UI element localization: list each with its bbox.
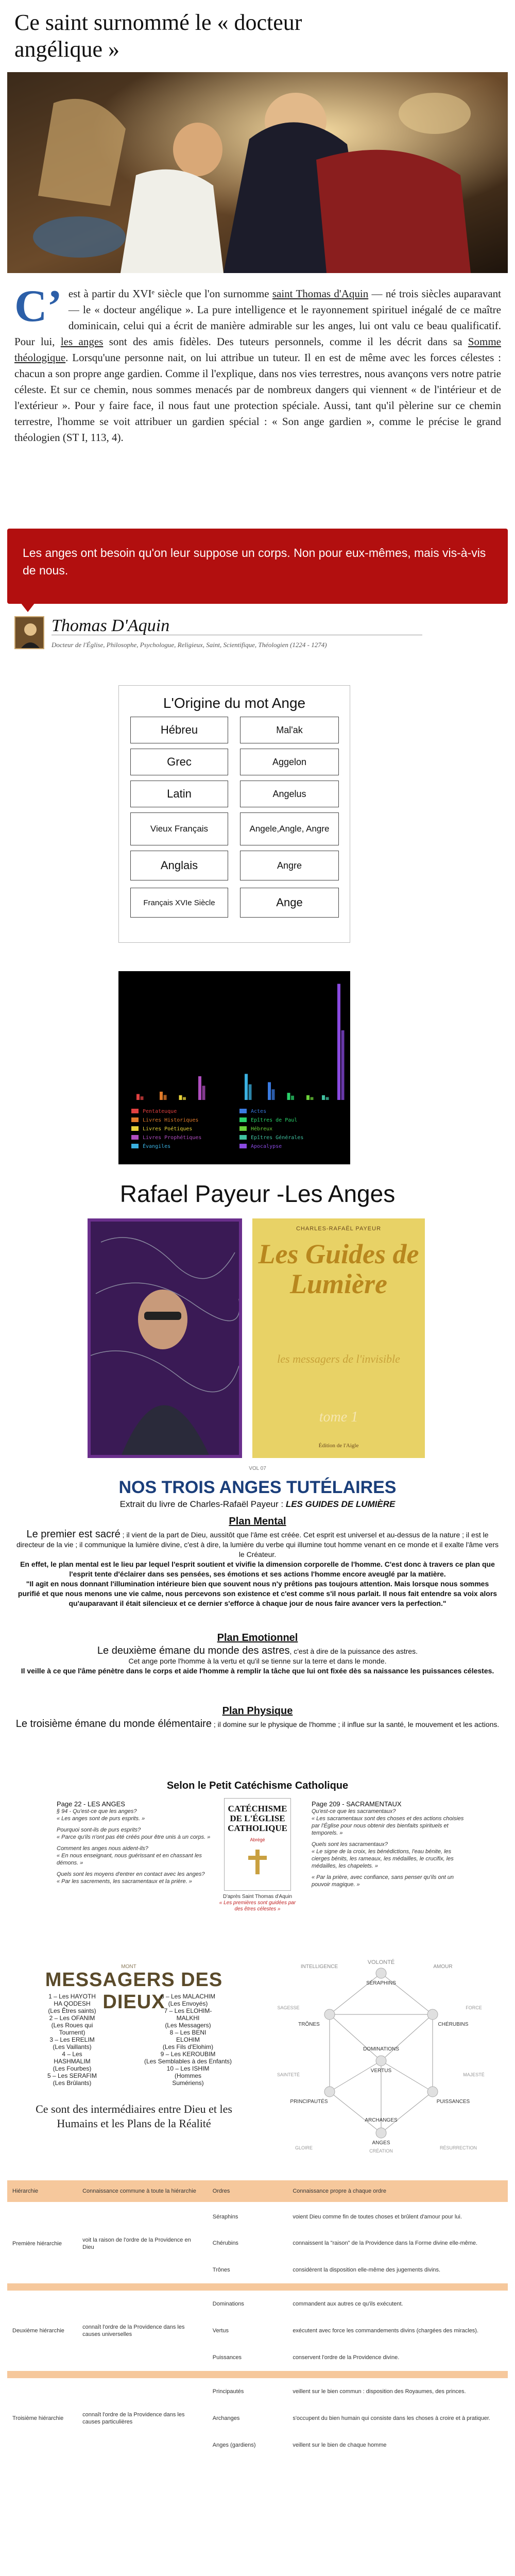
catechism-line: « En nous enseignant, nous guérissant et en chassant les démons. » [57,1853,202,1866]
diagram-n8: ARCHANGES [365,2117,398,2123]
author-avatar[interactable] [14,616,44,649]
chart-bar [202,1086,205,1100]
catechism-line [57,1822,211,1826]
hierarchy-separator [7,2283,508,2291]
three-angels-extract [0,1499,515,1510]
article-title: Ce saint surnommé le « docteur angélique » [14,10,302,62]
messager-item: MALKHI [176,2014,200,2022]
hierarchy-row [7,2203,508,2230]
cross-icon [242,1846,273,1877]
messager-item: 1 – Les HAYOTH [48,1993,96,2000]
etymology-word: Angre [240,851,339,880]
chart-legend-label: Epîtres Générales [251,1135,304,1141]
header-painting [7,72,508,273]
diagram-bottom-1: GLOIRE [295,2145,313,2150]
chart-legend-swatch [131,1126,139,1131]
chart-bar [272,1089,275,1100]
hierarchy-own: commandent aux autres ce qu'ils exécutent. [293,2301,403,2307]
chart-bar [198,1076,201,1100]
etymology-language: Anglais [130,851,228,880]
hierarchy-name: Première hiérarchie [12,2241,62,2247]
diagram-n5: VERTUS [370,2068,392,2074]
link-les-anges[interactable]: les anges [60,335,104,348]
messager-item: (Les Envoyés) [168,2000,208,2007]
plan-mental [15,1516,500,1608]
catechism-line: Qu'est-ce que les sacramentaux? [312,1808,396,1815]
bible-chart-svg [118,971,350,1164]
catechism-book-sub: Abrégé [250,1837,265,1842]
chart-bar [291,1096,294,1100]
messager-item: (Les Fourbes) [53,2065,92,2072]
diagram-n9: ANGES [372,2140,390,2146]
hierarchy-order: Anges (gardiens) [212,2442,256,2448]
plan-emotionnel-lead: Le deuxième émane du monde des astres [97,1645,290,1656]
intro-paragraph [14,281,501,446]
diagram-n7: PRINCIPAUTÉS [290,2099,328,2105]
chart-bar [311,1097,314,1100]
intro-text-3: sont des amis fidèles. Des tuteurs personnels, comme il les décrit dans sa [103,335,468,348]
catechism-caption-red: « Les premières sont guidées par des êtres célestes » [219,1900,296,1912]
plan-physique-heading: Plan Physique [222,1705,293,1717]
etymology-title: L'Origine du mot Ange [163,695,306,711]
etymology-word: Ange [240,888,339,918]
quote-tail [21,603,35,612]
messager-item: 10 – Les ISHIM [166,2065,210,2072]
diagram-mid-2: FORCE [466,2005,482,2010]
messager-item: (Les Vaillants) [53,2043,92,2050]
intro-text-4: . Lorsqu'une personne nait, on lui attribue un tuteur. Il en est de même avec les forces célestes : chacun a son propre ange gardien. Comme il l'explique, dans nos vies terrestres, nous avançons vers notre patrie céleste. Et sur ce chemin, nous sommes menacés par de nombreux dangers qui viennent « de l'intérieur et de l'extérieur ». Pour y faire face, il nous faut une protection spéciale. Aussi, tant qu'il pèlerine sur ce chemin terrestre, l'homme se voit attribuer un gardien spécial : « Son ange gardien », comme le précise le grand théologien (ST I, 113, 4). [14,351,501,444]
hierarchy-row [7,2291,508,2317]
messagers-left-list [21,1993,124,2087]
hierarchy-common: connaît l'ordre de la Providence dans les causes particulières [82,2412,185,2425]
plan-physique-text: ; il domine sur le physique de l'homme ; il influe sur la santé, le mouvement et les actions. [211,1720,500,1728]
messager-item: ELOHIM [176,2036,200,2043]
chart-legend-swatch [239,1109,247,1113]
cover-publisher: Édition de l'Aigle [318,1443,359,1449]
hierarchy-common: connaît l'ordre de la Providence dans les causes universelles [82,2324,185,2337]
author-photo [88,1218,242,1458]
messager-item: Sumériens) [172,2079,204,2087]
diagram-n4: DOMINATIONS [363,2046,399,2052]
hierarchy-order: Principautés [212,2388,244,2395]
catechism-line [57,1867,211,1871]
angel-diagram [258,1958,505,2154]
chart-bar [341,1030,345,1100]
chart-bar [245,1074,248,1100]
plan-emotionnel [15,1632,500,1676]
catechism-line: § 94 - Qu'est-ce que les anges? [57,1808,137,1815]
messagers-intro: Ce sont des intermédiaires entre Dieu et les Humains et les Plans de la Réalité [36,2103,232,2130]
plan-mental-bold-2: "Il agit en nous donnant l'illumination intérieure bien que souvent nous n'y prêtions pas toujours attention. Mais lorsque nous sommes purifié et que nous menons une vie calme, nous percevons son existence et c'est comme s'il nous parlait. Il nous fait entendre sa voix alors qu'auparavant il était silencieux et ce dernier s'efforce à chaque jour de nous faire avancer vers la perfection." [18,1580,497,1607]
etymology-language: Hébreu [130,717,228,743]
chart-bar [136,1094,140,1100]
chart-legend-label: Livres Poétiques [143,1126,193,1132]
hierarchy-order: Puissances [212,2354,242,2361]
catechism-line: « Par les sacrements, les sacramentaux et la prière. » [57,1878,192,1885]
messager-item: 8 – Les BENI [169,2029,207,2036]
link-thomas-aquin[interactable]: saint Thomas d'Aquin [272,287,369,300]
hierarchy-own: s'occupent du bien humain qui consiste dans les choses à croire et à pratiquer. [293,2415,490,2421]
messager-item: 6 – Les MALACHIM [160,1993,216,2000]
etymology-language: Grec [130,749,228,775]
chart-bar [326,1097,329,1100]
hierarchy-own: veillent sur le bien de chaque homme [293,2442,387,2448]
catechism-title: Selon le Petit Catéchisme Catholique [166,1780,349,1791]
plan-physique-lead: Le troisième émane du monde élémentaire [15,1718,212,1730]
hierarchy-order: Vertus [212,2328,229,2334]
catechism-book [224,1798,291,1891]
catechism-line: « Les anges sont de purs esprits. » [57,1816,145,1822]
three-angels-title: NOS TROIS ANGES TUTÉLAIRES [118,1478,397,1497]
hierarchy-header: Connaissance propre à chaque ordre [287,2180,508,2203]
hierarchy-name: Troisième hiérarchie [12,2415,64,2421]
chart-bar [306,1095,310,1100]
messagers-title: MESSAGERS DES DIEUX [45,1969,223,2013]
chart-bar [287,1093,290,1100]
messager-item: 3 – Les ERELIM [49,2036,95,2043]
drop-cap: C’ [14,281,62,331]
quote-banner [7,529,508,604]
chart-bar [337,984,340,1100]
messagers-small: MONT [121,1964,136,1970]
diagram-mid-4: MAJESTÉ [463,2072,485,2077]
hierarchy-header: Connaissance commune à toute la hiérarchie [77,2180,208,2203]
messager-item: (Les Messagers) [165,2022,211,2029]
catechism-line [312,1837,466,1841]
chart-legend-swatch [239,1135,247,1140]
diagram-row1-b: AMOUR [433,1964,453,1970]
author-portrait-icon [15,617,44,649]
chart-bar [141,1096,144,1100]
hierarchy-own: veillent sur le bien commun : disposition des Royaumes, des princes. [293,2388,466,2395]
chart-legend-label: Livres Historiques [143,1117,199,1123]
hierarchy-order: Séraphins [212,2214,238,2220]
hierarchy-own: connaissent la "raison" de la Providence dans la Forme divine elle-même. [293,2240,478,2246]
diagram-mid-1: SAGESSE [277,2005,300,2010]
hierarchy-separator [7,2371,508,2378]
hierarchy-table [7,2180,508,2459]
catechism-line [57,1841,211,1845]
chart-legend-swatch [239,1117,247,1122]
extract-book: LES GUIDES DE LUMIÈRE [285,1499,396,1509]
hierarchy-own: considèrent la disposition elle-même des jugements divins. [293,2267,441,2273]
etymology-language: Vieux Français [130,812,228,845]
plan-emotionnel-text-2: Cet ange porte l'homme à la vertu et qu'il se tienne sur la terre et dans le monde. [128,1657,387,1665]
plan-physique [15,1705,500,1730]
hierarchy-name: Deuxième hiérarchie [12,2328,64,2334]
book-cover [252,1218,425,1458]
catechism-line: Quels sont les sacramentaux? [312,1841,388,1848]
chart-legend-label: Pentateuque [143,1109,177,1114]
chart-bar [179,1095,182,1100]
messager-item: 7 – Les ELOHIM- [164,2007,212,2014]
chart-legend-label: Apocalypse [251,1144,282,1149]
quote-text: Les anges ont besoin qu'on leur suppose un corps. Non pour eux-mêmes, mais vis-à-vis de nous. [23,546,486,577]
author-description: Docteur de l'Église, Philosophe, Psychologue, Religieux, Saint, Scientifique, Théologien (1224 - 1274) [52,641,327,649]
catechism-right-lines [312,1808,466,1888]
catechism-right-header: Page 209 - SACRAMENTAUX [312,1800,402,1808]
covers-caption: VOL 07 [249,1466,266,1471]
catechism-left [57,1801,211,1885]
diagram-top: VOLONTÉ [367,1959,395,1965]
messager-item: 5 – Les SERAFIM [47,2072,97,2079]
diagram-n3: TRÔNES [298,2022,320,2027]
diagram-n2: CHÉRUBINS [438,2022,469,2027]
chart-bar [160,1092,163,1100]
etymology-table [118,685,350,943]
author-photo-image [91,1222,239,1455]
plan-mental-heading: Plan Mental [229,1516,286,1527]
diagram-bottom-3: RÉSURRECTION [439,2145,477,2150]
messager-item: 9 – Les KEROUBIM [160,2050,216,2058]
catechism-line: « Les sacramentaux sont des choses et des actions choisies par l'Église pour nous obtenir des bienfaits spirituels et temporels. » [312,1816,464,1836]
plan-emotionnel-bold: Il veille à ce que l'âme pénètre dans le corps et aide l'homme à remplir la tâche que lui ont fixée dès sa naissance les puissances célestes. [21,1667,494,1675]
plan-emotionnel-heading: Plan Emotionnel [217,1632,298,1643]
messager-item: Tournent) [59,2029,85,2036]
etymology-word: Angele,Angle, Angre [240,812,339,845]
chart-legend-swatch [239,1126,247,1131]
catechism-line: « Le signe de la croix, les bénédictions, l'eau bénite, les cierges bénits, les rameaux, les médailles, le crucifix, les médailles, les chapelets. » [312,1849,454,1869]
author-name[interactable]: Thomas D'Aquin [52,616,170,635]
messager-item: (Les Fils d'Elohim) [162,2043,214,2050]
messager-item: (Hommes [174,2072,201,2079]
chart-bar [249,1084,252,1100]
hierarchy-common: voit la raison de l'ordre de la Providence en Dieu [82,2237,191,2250]
cover-title: Les Guides de Lumière [258,1239,419,1299]
plan-mental-bold-1: En effet, le plan mental est le lieu par lequel l'esprit soutient et vivifie la dimension corporelle de l'homme. C'est donc à travers ce plan que l'esprit tente d'éclairer dans ses pensées, ses émotions et ses actions l'homme encore aveuglé par la matière. [20,1560,495,1578]
chart-legend-label: Actes [251,1109,267,1114]
chart-legend-swatch [131,1117,139,1122]
intro-text-1: est à partir du XVIᵉ siècle que l'on surnomme [68,287,272,300]
diagram-n6: PUISSANCES [436,2099,470,2105]
catechism-line: « Parce qu'ils n'ont pas été créés pour être unis à un corps. » [57,1834,211,1840]
chart-bar [322,1095,325,1100]
hierarchy-order: Dominations [212,2301,244,2307]
extract-prefix: Extrait du livre de Charles-Rafaël Payeur : [119,1499,286,1509]
messager-item: HA QODESH [54,2000,91,2007]
messagers-right-list [136,1993,239,2087]
etymology-language: Latin [130,781,228,807]
intro-text-2: — né trois siècles auparavant — le « docteur angélique ». La pure intelligence et le rayonnement spirituel inégalé de ce maître dominicain, celui qui a écrit de manière admirable sur les anges, lui ont valu ce beau qualificatif. Pour lui, [14,287,501,348]
messager-item: 4 – Les [62,2050,82,2058]
messager-item: (Les Roues qui [51,2022,93,2029]
messager-item: HASHMALIM [54,2058,91,2065]
chart-bar [164,1095,167,1100]
bible-chart [118,971,350,1164]
catechism-line: Pourquoi sont-ils de purs esprits? [57,1827,141,1833]
messager-item: (Les Semblables à des Enfants) [144,2058,232,2065]
plan-emotionnel-text: , c'est à dire de la puissance des astres. [289,1647,418,1655]
chart-legend-label: Hébreux [251,1126,273,1132]
link-somme-theologique[interactable]: Somme théologique [14,335,501,364]
messager-item: (Les Brûlants) [53,2079,92,2087]
painting-image [7,72,508,273]
catechism-line: « Par la prière, avec confiance, sans penser qu'ils ont un pouvoir magique. » [312,1874,454,1888]
catechism-book-title: CATÉCHISME DE L'ÉGLISE CATHOLIQUE [228,1804,287,1833]
hierarchy-order: Trônes [212,2267,230,2273]
chart-bar [183,1097,186,1100]
diagram-row1-a: INTELLIGENCE [300,1964,338,1970]
chart-legend-label: Epîtres de Paul [251,1117,298,1123]
catechism-line: Comment les anges nous aident-ils? [57,1845,148,1852]
catechism-left-lines [57,1808,211,1885]
chart-legend-swatch [131,1109,139,1113]
hierarchy-header: Ordres [208,2180,288,2203]
diagram-mid-3: SAINTETÉ [277,2072,300,2077]
hierarchy-order: Chérubins [212,2240,238,2246]
book-covers [88,1218,427,1461]
hierarchy-own: exécutent avec force les commandements divins (chargées des miracles). [293,2328,479,2334]
angel-diagram-svg [258,1958,505,2154]
etymology-word: Mal'ak [240,717,339,743]
rafael-title: Rafael Payeur -Les Anges [119,1180,396,1207]
diagram-n1: SÉRAPHINS [366,1980,396,1986]
chart-legend-label: Évangiles [143,1144,171,1149]
hierarchy-order: Archanges [212,2415,240,2421]
etymology-word: Angelus [240,781,339,807]
chart-legend-swatch [239,1144,247,1148]
diagram-bottom-2: CRÉATION [369,2148,393,2154]
plan-mental-lead: Le premier est sacré [26,1529,121,1540]
catechism-line [312,1870,466,1874]
catechism-caption-text: D'après Saint Thomas d'Aquin [222,1894,293,1900]
chart-legend-label: Livres Prophétiques [143,1135,202,1141]
etymology-word: Aggelon [240,749,339,775]
catechism-right [312,1801,466,1888]
hierarchy-header: Hiérarchie [7,2180,77,2203]
catechism-line: Quels sont les moyens d'entrer en contact avec les anges? [57,1871,205,1877]
cover-subtitle: les messagers de l'invisible [277,1352,400,1365]
chart-bar [268,1082,271,1100]
plan-mental-text: ; il vient de la part de Dieu, aussitôt que l'âme est créée. Cet esprit est universel et au-dessus de la nature ; il est le directeur de la vie ; il communique la lumière divine, c'est à dire, la lumière du verbe qui illumine tout homme venant en ce monde et il exalte l'âme vers le Créateur. [16,1531,499,1558]
messager-item: (Les Êtres saints) [48,2007,96,2014]
catechism-caption [216,1894,299,1912]
hierarchy-own: conservent l'ordre de la Providence divine. [293,2354,400,2361]
catechism-left-header: Page 22 - LES ANGES [57,1800,125,1808]
hierarchy-row [7,2378,508,2405]
chart-legend-swatch [131,1135,139,1140]
cover-author: CHARLES-RAFAËL PAYEUR [296,1226,382,1232]
messager-item: 2 – Les OFANIM [49,2014,95,2022]
cover-tome: tome 1 [319,1409,358,1425]
chart-legend-swatch [131,1144,139,1148]
etymology-language: Français XVIe Siècle [130,888,228,918]
hierarchy-own: voient Dieu comme fin de toutes choses et brûlent d'amour pour lui. [293,2214,462,2220]
